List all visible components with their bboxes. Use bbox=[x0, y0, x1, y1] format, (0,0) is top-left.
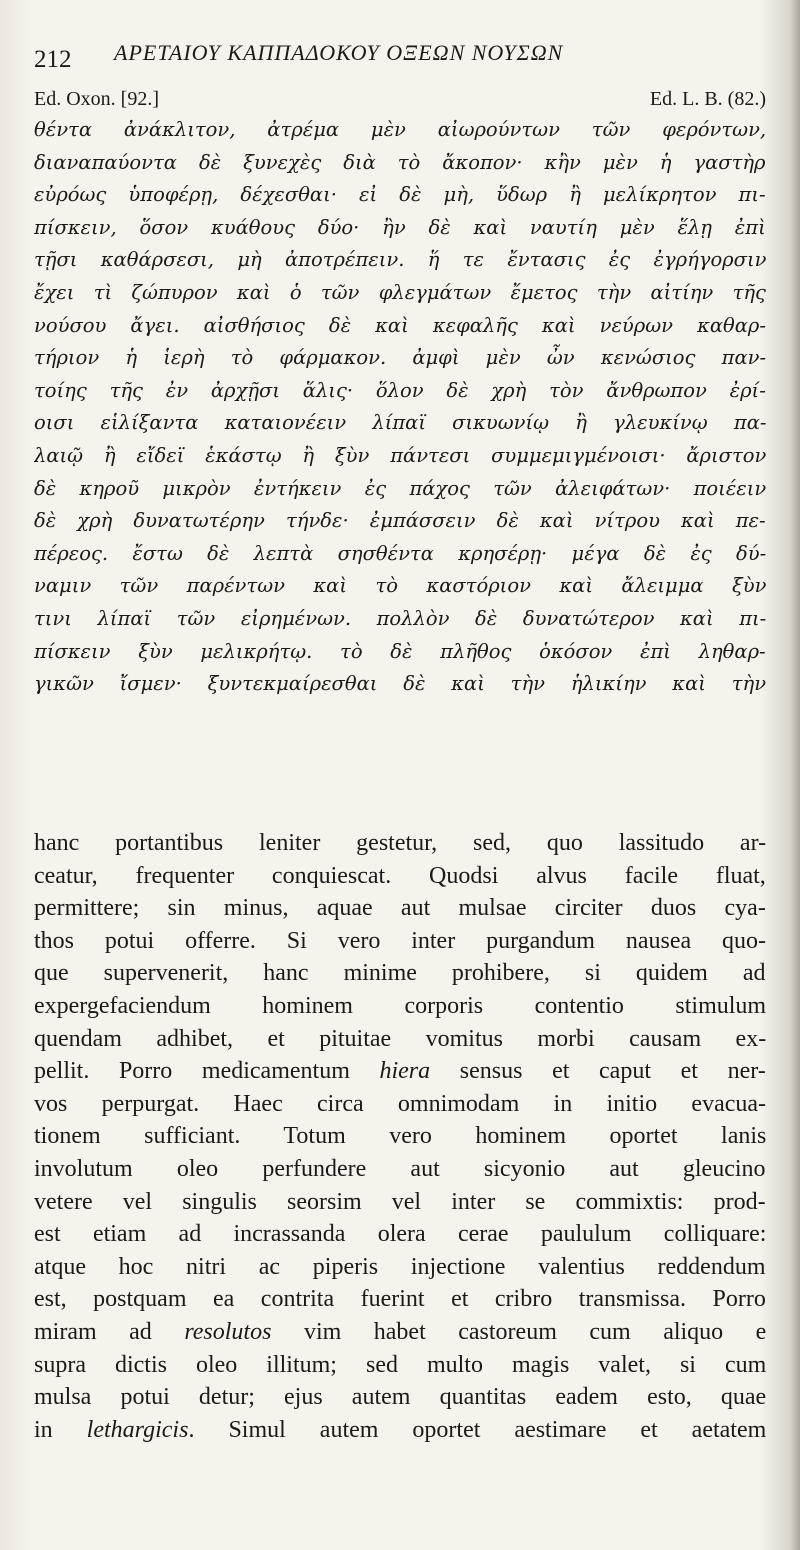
latin-text: miram ad bbox=[34, 1318, 185, 1345]
latin-text: tionem sufficiant. Totum vero hominem oportet lanis bbox=[34, 1123, 766, 1150]
latin-text: que supervenerit, hanc minime prohibere, si quidem ad bbox=[34, 960, 766, 987]
latin-text: involutum oleo perfundere aut sicyonio aut gleucino bbox=[34, 1155, 766, 1182]
greek-line: τῇσι καθάρσεσι, μὴ ἀποτρέπειν. ἥ τε ἔντασις ἐς ἐγρήγορσιν bbox=[34, 248, 766, 272]
greek-line: δὲ κηροῦ μικρὸν ἐντήκειν ἐς πάχος τῶν ἀλειφάτων· ποιέειν bbox=[34, 476, 766, 500]
greek-line: γικῶν ἴσμεν· ξυντεκμαίρεσθαι δὲ καὶ τὴν ἡλικίην καὶ τὴν bbox=[34, 672, 766, 696]
latin-line bbox=[34, 892, 766, 925]
greek-line: οισι εἱλίξαντα καταιονέειν λίπαϊ σικυωνίῳ ἢ γλευκίνῳ πα- bbox=[34, 411, 766, 435]
greek-line: λαιῷ ἢ εἴδεϊ ἑκάστῳ ἢ ξὺν πάντεσι συμμεμιγμένοισι· ἄριστον bbox=[34, 443, 766, 467]
italic-term: resolutos bbox=[184, 1318, 272, 1345]
running-head: ΑΡΕΤΑΙΟΥ ΚΑΠΠΑΔΟΚΟΥ ΟΞΕΩΝ ΝΟΥΣΩΝ bbox=[114, 40, 564, 65]
latin-text: in bbox=[34, 1416, 87, 1443]
latin-text: supra dictis oleo illitum; sed multo magis valet, si cum bbox=[34, 1351, 766, 1378]
latin-line bbox=[34, 860, 766, 893]
latin-line bbox=[34, 957, 766, 990]
latin-text: vim habet castoreum cum aliquo e bbox=[271, 1318, 766, 1345]
latin-line bbox=[34, 1055, 766, 1088]
latin-text: vetere vel singulis seorsim vel inter se commixtis: prod- bbox=[34, 1188, 766, 1215]
latin-line bbox=[34, 827, 766, 860]
greek-line: ναμιν τῶν παρέντων καὶ τὸ καστόριον καὶ ἄλειμμα ξὺν bbox=[34, 574, 766, 598]
latin-line bbox=[34, 1414, 766, 1447]
greek-line: τοίης τῆς ἐν ἀρχῇσι ἅλις· ὅλον δὲ χρὴ τὸν ἄνθρωπον ἐρί- bbox=[34, 378, 766, 402]
greek-line: δὲ χρὴ δυνατωτέρην τήνδε· ἐμπάσσειν δὲ καὶ νίτρου καὶ πε- bbox=[34, 509, 766, 533]
latin-line bbox=[34, 1349, 766, 1382]
latin-line bbox=[34, 925, 766, 958]
latin-text: est etiam ad incrassanda olera cerae paululum colliquare: bbox=[34, 1221, 766, 1248]
latin-line bbox=[34, 1120, 766, 1153]
greek-line: ἔχει τὶ ζώπυρον καὶ ὁ τῶν φλεγμάτων ἔμετος τὴν αἰτίην τῆς bbox=[34, 280, 766, 304]
latin-text: thos potui offerre. Si vero inter purgandum nausea quo- bbox=[34, 927, 766, 954]
latin-text: quendam adhibet, et pituitae vomitus morbi causam ex- bbox=[34, 1025, 766, 1052]
latin-line bbox=[34, 1088, 766, 1121]
italic-term: lethargicis bbox=[86, 1416, 189, 1443]
page-number: 212 bbox=[34, 46, 72, 73]
greek-text-block bbox=[34, 114, 766, 701]
latin-line bbox=[34, 1251, 766, 1284]
greek-line: εὐρόως ὑποφέρῃ, δέχεσθαι· εἰ δὲ μὴ, ὕδωρ ἢ μελίκρητον πι- bbox=[34, 183, 766, 207]
edition-lb: Ed. L. B. (82.) bbox=[649, 88, 766, 110]
greek-line: τινι λίπαϊ τῶν εἰρημένων. πολλὸν δὲ δυνατώτερον καὶ πι- bbox=[34, 606, 766, 630]
greek-line: πίσκειν ξὺν μελικρήτῳ. τὸ δὲ πλῆθος ὁκόσον ἐπὶ ληθαρ- bbox=[34, 639, 766, 663]
latin-text: hanc portantibus leniter gestetur, sed, quo lassitudo ar- bbox=[34, 830, 766, 856]
italic-term: hiera bbox=[379, 1058, 431, 1085]
latin-line bbox=[34, 1381, 766, 1414]
greek-line: πίσκειν, ὅσον κυάθους δύο· ἢν δὲ καὶ ναυτίη μὲν ἕλῃ ἐπὶ bbox=[34, 215, 766, 239]
latin-line bbox=[34, 1283, 766, 1316]
latin-text: . Simul autem oportet aestimare et aetatem bbox=[188, 1416, 766, 1443]
latin-line bbox=[34, 1316, 766, 1349]
greek-line: νούσου ἄγει. αἰσθήσιος δὲ καὶ κεφαλῆς καὶ νεύρων καθαρ- bbox=[34, 313, 766, 337]
latin-line bbox=[34, 1023, 766, 1056]
greek-line: τήριον ἡ ἱερὴ τὸ φάρμακον. ἀμφὶ μὲν ὦν κενώσιος παν- bbox=[34, 346, 766, 370]
latin-text: sensus et caput et ner- bbox=[430, 1058, 766, 1085]
latin-text: mulsa potui detur; ejus autem quantitas eadem esto, quae bbox=[34, 1384, 766, 1411]
latin-text: permittere; sin minus, aquae aut mulsae circiter duos cya- bbox=[34, 895, 766, 922]
latin-line bbox=[34, 1153, 766, 1186]
greek-line: διαναπαύοντα δὲ ξυνεχὲς διὰ τὸ ἄκοπον· κἢν μὲν ἡ γαστὴρ bbox=[34, 150, 766, 174]
page-header bbox=[34, 40, 774, 80]
latin-text: atque hoc nitri ac piperis injectione valentius reddendum bbox=[34, 1253, 766, 1280]
greek-line: πέρεος. ἔστω δὲ λεπτὰ σησθέντα κρησέρῃ· μέγα δὲ ἐς δύ- bbox=[34, 541, 766, 565]
latin-text: ceatur, frequenter conquiescat. Quodsi alvus facile fluat, bbox=[34, 862, 766, 889]
latin-line bbox=[34, 1218, 766, 1251]
latin-text: est, postquam ea contrita fuerint et cribro transmissa. Porro bbox=[34, 1286, 766, 1313]
latin-line bbox=[34, 1186, 766, 1219]
latin-text: vos perpurgat. Haec circa omnimodam in initio evacua- bbox=[34, 1090, 766, 1117]
latin-text: expergefaciendum hominem corporis contentio stimulum bbox=[34, 992, 766, 1019]
greek-line: θέντα ἀνάκλιτον, ἀτρέμα μὲν αἰωρούντων τῶν φερόντων, bbox=[34, 118, 766, 141]
edition-oxon: Ed. Oxon. [92.] bbox=[34, 88, 159, 110]
latin-text: pellit. Porro medicamentum bbox=[34, 1058, 380, 1085]
latin-line bbox=[34, 990, 766, 1023]
latin-translation-block bbox=[34, 827, 766, 1446]
